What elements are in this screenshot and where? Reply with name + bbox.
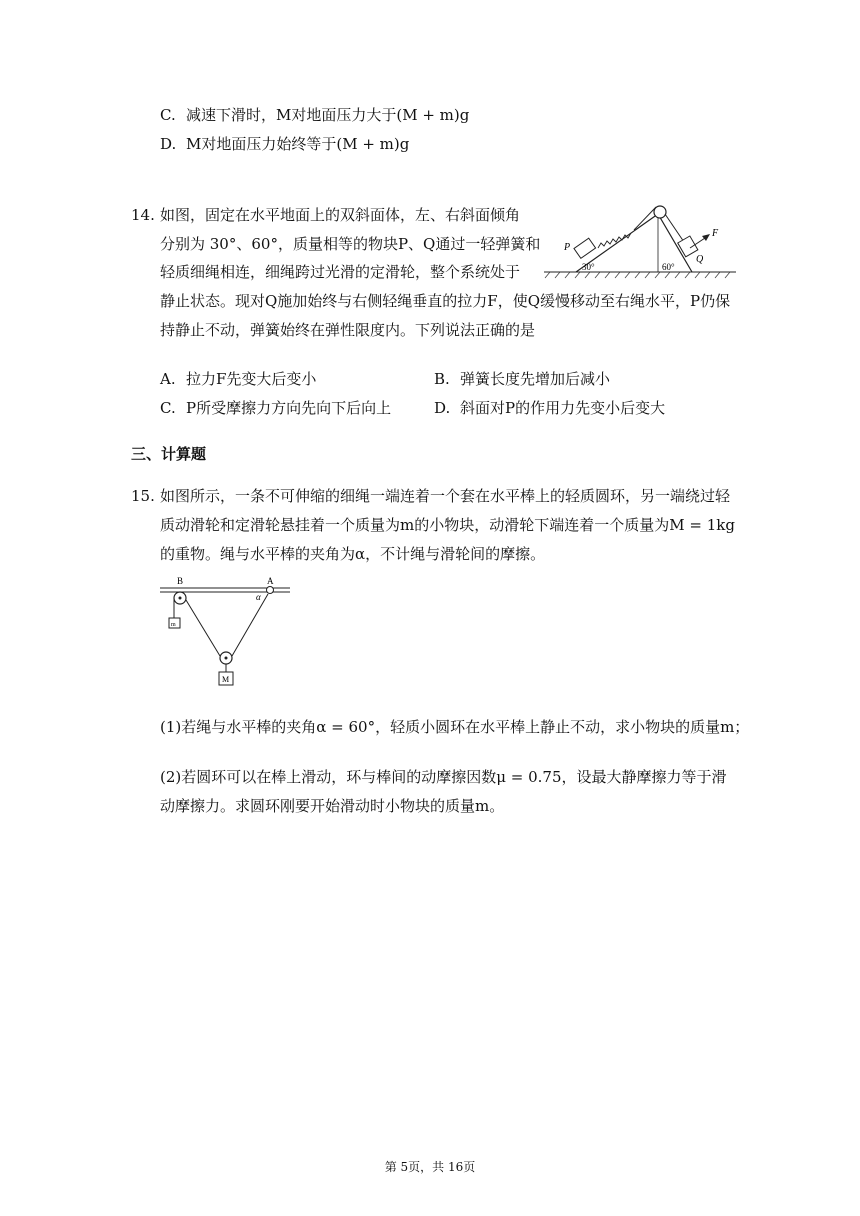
label-big-m: M bbox=[222, 675, 230, 684]
label-m: m bbox=[171, 622, 176, 628]
option-text: 减速下滑时，M对地面压力大于(M + m)g bbox=[186, 106, 470, 124]
block-p bbox=[574, 238, 596, 258]
q15-pulley-figure bbox=[158, 574, 293, 690]
q14-line-1: 如图，固定在水平地面上的双斜面体，左、右斜面倾角 bbox=[160, 206, 521, 224]
page-number: 第 5页，共 16页 bbox=[384, 1160, 476, 1174]
q14-option-c bbox=[160, 397, 391, 419]
q14-incline-figure bbox=[540, 196, 740, 286]
prev-option-d bbox=[160, 133, 409, 155]
option-text: P所受摩擦力方向先向下后向上 bbox=[186, 399, 392, 417]
q14-number: 14. bbox=[131, 206, 155, 224]
prev-option-c bbox=[160, 104, 469, 126]
option-text: 斜面对P的作用力先变小后变大 bbox=[460, 399, 666, 417]
q14-line-4: 静止状态。现对Q施加始终与右侧轻绳垂直的拉力F，使Q缓慢移动至右绳水平，P仍保 bbox=[160, 292, 731, 310]
option-label: D. bbox=[434, 399, 451, 417]
label-a: A bbox=[267, 576, 274, 586]
q14-line-5: 持静止不动，弹簧始终在弹性限度内。下列说法正确的是 bbox=[160, 321, 536, 339]
q14-line-2: 分别为 30°、60°，质量相等的物块P、Q通过一轻弹簧和 bbox=[160, 235, 541, 253]
label-alpha: α bbox=[256, 592, 261, 602]
option-label: C. bbox=[160, 106, 176, 124]
angle-60: 60° bbox=[662, 262, 675, 272]
q15-number: 15. bbox=[131, 487, 155, 505]
label-f: F bbox=[712, 228, 719, 239]
option-label: D. bbox=[160, 135, 177, 153]
option-label: B. bbox=[434, 370, 450, 388]
option-text: 弹簧长度先增加后减小 bbox=[460, 370, 611, 388]
label-b: B bbox=[177, 576, 184, 586]
q14-line-3: 轻质细绳相连，细绳跨过光滑的定滑轮，整个系统处于 bbox=[160, 263, 521, 281]
spring-icon bbox=[598, 233, 631, 248]
q14-option-b bbox=[434, 368, 610, 390]
q15-line-2: 质动滑轮和定滑轮悬挂着一个质量为m的小物块，动滑轮下端连着一个质量为M = 1kg bbox=[160, 516, 735, 534]
ring-icon bbox=[267, 587, 274, 594]
label-p: P bbox=[564, 242, 571, 253]
option-label: C. bbox=[160, 399, 176, 417]
section-heading: 三、计算题 bbox=[131, 445, 207, 463]
q15-sub2-line-1: (2)若圆环可以在棒上滑动，环与棒间的动摩擦因数μ = 0.75，设最大静摩擦力等于滑 bbox=[160, 768, 727, 786]
label-q: Q bbox=[696, 254, 704, 265]
q14-option-a bbox=[160, 368, 316, 390]
q15-sub2-line-2: 动摩擦力。求圆环刚要开始滑动时小物块的质量m。 bbox=[160, 797, 505, 815]
option-text: M对地面压力始终等于(M + m)g bbox=[186, 135, 410, 153]
q15-line-3: 的重物。绳与水平棒的夹角为α，不计绳与滑轮间的摩擦。 bbox=[160, 545, 546, 563]
q14-option-d bbox=[434, 397, 665, 419]
q15-line-1: 如图所示，一条不可伸缩的细绳一端连着一个套在水平棒上的轻质圆环，另一端绕过轻 bbox=[160, 487, 731, 505]
option-text: 拉力F先变大后变小 bbox=[186, 370, 317, 388]
angle-30: 30° bbox=[582, 262, 595, 272]
q15-sub1: (1)若绳与水平棒的夹角α = 60°，轻质小圆环在水平棒上静止不动，求小物块的质量m； bbox=[160, 718, 750, 736]
option-label: A. bbox=[160, 370, 176, 388]
force-arrow-icon bbox=[702, 234, 710, 241]
